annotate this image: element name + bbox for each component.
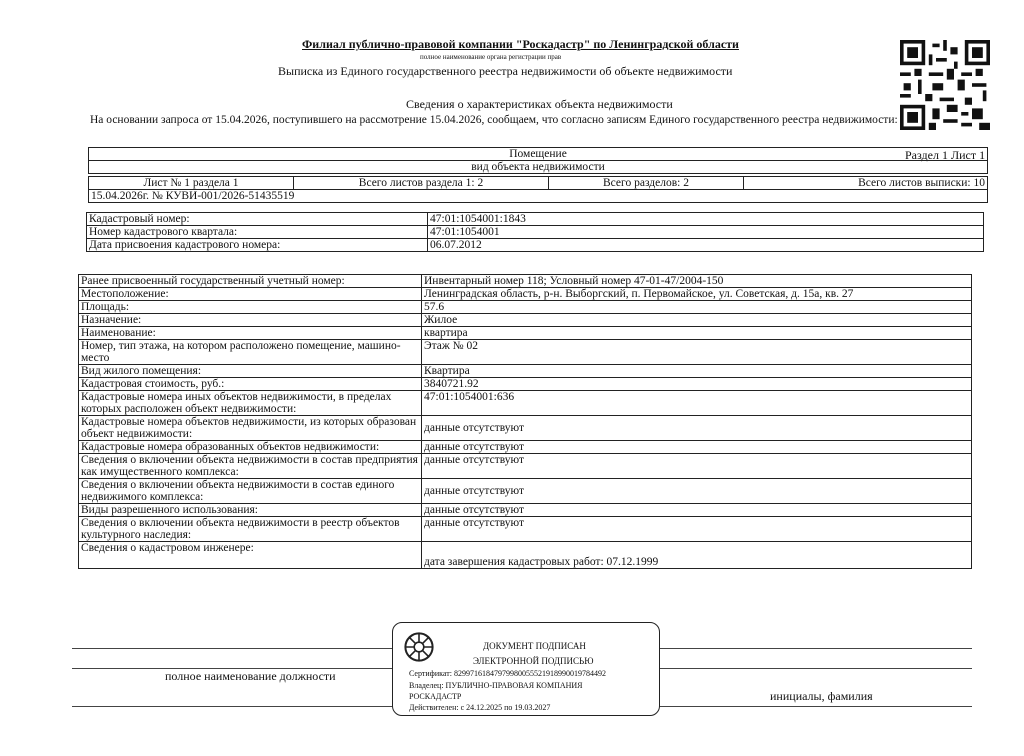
prop-value: Ленинградская область, р-н. Выборгский, п. Первомайское, ул. Советская, д. 15а, кв. 27 bbox=[422, 288, 972, 301]
prop-label: Вид жилого помещения: bbox=[79, 365, 422, 378]
prop-label: Площадь: bbox=[79, 301, 422, 314]
properties-table bbox=[78, 274, 972, 569]
prop-value: данные отсутствуют bbox=[422, 504, 972, 517]
prop-label: Кадастровые номера объектов недвижимости, из которых образован объект недвижимости: bbox=[79, 416, 422, 441]
object-type-table bbox=[88, 147, 988, 174]
stamp-line1: ДОКУМЕНТ ПОДПИСАН bbox=[483, 641, 586, 651]
prop-label: Виды разрешенного использования: bbox=[79, 504, 422, 517]
prop-value: данные отсутствуют bbox=[422, 479, 972, 504]
prop-value: данные отсутствуют bbox=[422, 441, 972, 454]
prop-label: Кадастровая стоимость, руб.: bbox=[79, 378, 422, 391]
position-caption: полное наименование должности bbox=[165, 669, 336, 683]
prop-label: Сведения о включении объекта недвижимости в состав единого недвижимого комплекса: bbox=[79, 479, 422, 504]
prop-value: 3840721.92 bbox=[422, 378, 972, 391]
prop-value: Инвентарный номер 118; Условный номер 47-01-47/2004-150 bbox=[422, 275, 972, 288]
stamp-line2: ЭЛЕКТРОННОЙ ПОДПИСЬЮ bbox=[473, 656, 594, 666]
section-title: Сведения о характеристиках объекта недвижимости bbox=[406, 97, 673, 111]
prop-value: данные отсутствуют bbox=[422, 416, 972, 441]
total-sheets-section: Всего листов раздела 1: 2 bbox=[294, 177, 549, 190]
prop-value: дата завершения кадастровых работ: 07.12.1999 bbox=[422, 542, 972, 569]
stamp-cert: Сертификат: 82997161847979980055521918990019784492 bbox=[409, 669, 606, 678]
prop-label: Ранее присвоенный государственный учетный номер: bbox=[79, 275, 422, 288]
prop-label: Назначение: bbox=[79, 314, 422, 327]
prop-value: Этаж № 02 bbox=[422, 340, 972, 365]
prop-label: Сведения о включении объекта недвижимости в состав предприятия как имущественного комплекса: bbox=[79, 454, 422, 479]
prop-value: квартира bbox=[422, 327, 972, 340]
object-type-caption: вид объекта недвижимости bbox=[89, 161, 988, 174]
stamp-valid: Действителен: с 24.12.2025 по 19.03.2027 bbox=[409, 703, 551, 712]
total-sections: Всего разделов: 2 bbox=[549, 177, 744, 190]
sheet-of-section: Лист № 1 раздела 1 bbox=[89, 177, 294, 190]
prop-label: Сведения о включении объекта недвижимости в реестр объектов культурного наследия: bbox=[79, 517, 422, 542]
object-type: Помещение bbox=[89, 148, 988, 161]
prop-value: 47:01:1054001:636 bbox=[422, 391, 972, 416]
prop-label: Кадастровые номера образованных объектов недвижимости: bbox=[79, 441, 422, 454]
org-name: Филиал публично-правовой компании "Роскадастр" по Ленинградской области bbox=[302, 37, 739, 51]
id-label: Дата присвоения кадастрового номера: bbox=[87, 239, 428, 252]
basis-text: На основании запроса от 15.04.2026, поступившего на рассмотрение 15.04.2026, сообщаем, что согласно записям Единого государственного реестра недвижимости: bbox=[90, 114, 898, 126]
cadastral-number: 47:01:1054001:1843 bbox=[428, 213, 984, 226]
electronic-signature-stamp bbox=[392, 622, 660, 716]
qr-code bbox=[900, 40, 990, 130]
section-sheet: Раздел 1 Лист 1 bbox=[905, 148, 986, 162]
prop-label: Сведения о кадастровом инженере: bbox=[79, 542, 422, 569]
prop-label: Наименование: bbox=[79, 327, 422, 340]
prop-label: Номер, тип этажа, на котором расположено помещение, машино-место bbox=[79, 340, 422, 365]
date-number: 15.04.2026г. № КУВИ-001/2026-51435519 bbox=[89, 190, 988, 203]
prop-value: Квартира bbox=[422, 365, 972, 378]
cadastral-quarter: 47:01:1054001 bbox=[428, 226, 984, 239]
stamp-owner: Владелец: ПУБЛИЧНО-ПРАВОВАЯ КОМПАНИЯ bbox=[409, 681, 583, 690]
prop-value: Жилое bbox=[422, 314, 972, 327]
id-label: Кадастровый номер: bbox=[87, 213, 428, 226]
prop-value: данные отсутствуют bbox=[422, 454, 972, 479]
prop-value: 57.6 bbox=[422, 301, 972, 314]
prop-label: Местоположение: bbox=[79, 288, 422, 301]
assignment-date: 06.07.2012 bbox=[428, 239, 984, 252]
total-sheets: Всего листов выписки: 10 bbox=[744, 177, 988, 190]
initials-caption: инициалы, фамилия bbox=[770, 689, 873, 703]
roskadastr-logo-icon bbox=[403, 631, 435, 663]
sheet-info-table bbox=[88, 176, 988, 203]
org-caption: полное наименование органа регистрации прав bbox=[420, 53, 562, 61]
prop-label: Кадастровые номера иных объектов недвижимости, в пределах которых расположен объект недвижимости: bbox=[79, 391, 422, 416]
identifiers-table bbox=[86, 212, 984, 252]
prop-value: данные отсутствуют bbox=[422, 517, 972, 542]
id-label: Номер кадастрового квартала: bbox=[87, 226, 428, 239]
document-title: Выписка из Единого государственного реестра недвижимости об объекте недвижимости bbox=[278, 64, 733, 78]
stamp-owner2: РОСКАДАСТР bbox=[409, 692, 462, 701]
